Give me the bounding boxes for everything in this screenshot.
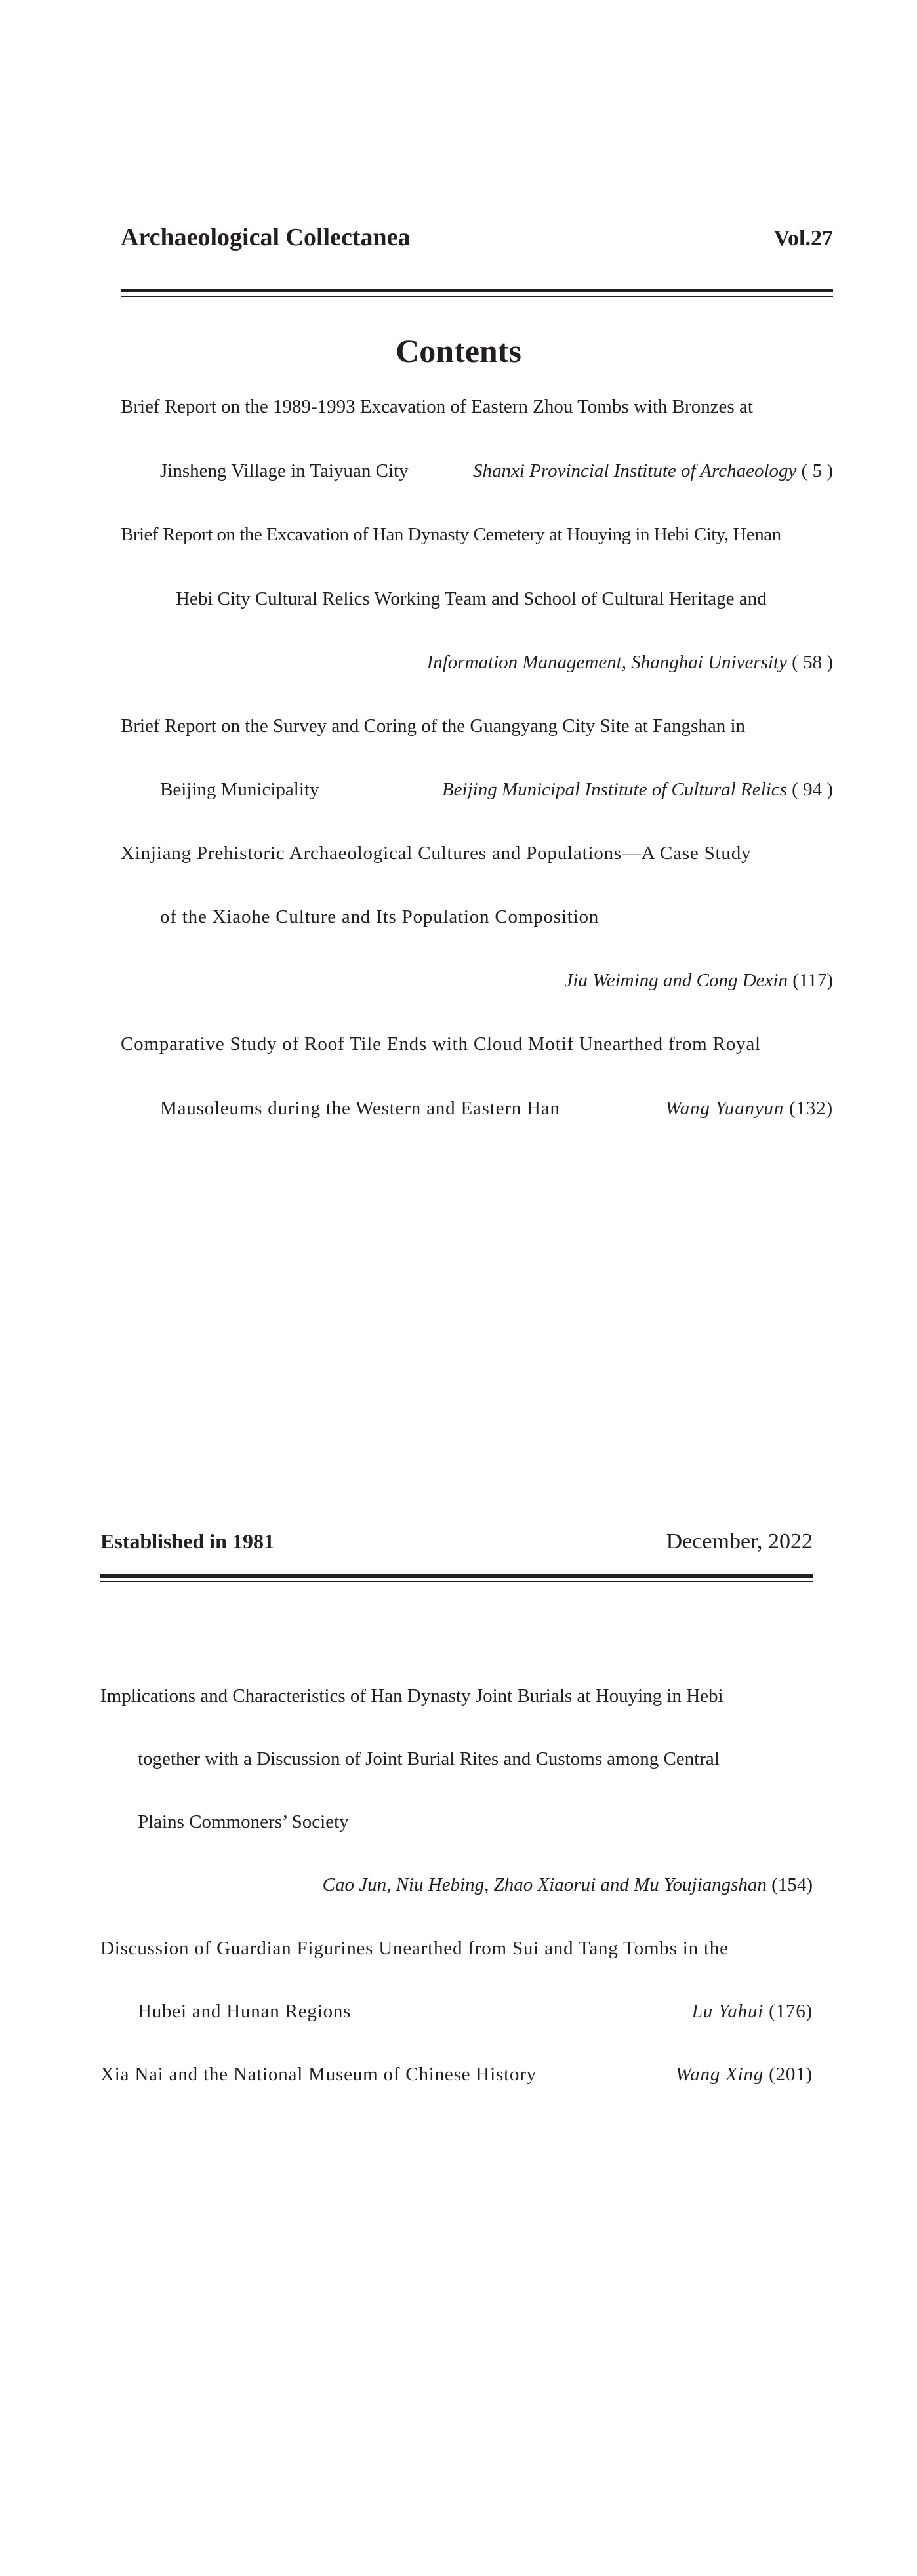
toc-entry-3-credit [442,776,833,803]
toc-entry-2-author-line-1: Hebi City Cultural Relics Working Team and School of Cultural Heritage and [176,588,767,609]
toc-entry-6-line-4 [100,1872,813,1898]
toc-entry-1-author: Shanxi Provincial Institute of Archaeology [472,460,797,481]
toc-entry-1-title-line-2: Jinsheng Village in Taiyuan City [160,460,409,481]
toc-entry-3-author: Beijing Municipal Institute of Cultural Relics [441,779,787,800]
toc-entry-6-page: (154) [771,1874,813,1895]
toc-entry-4-title-line-2: of the Xiaohe Culture and Its Population Composition [160,906,600,927]
toc-entry-3-title-line-1: Brief Report on the Survey and Coring of the Guangyang City Site at Fangshan in [121,715,746,736]
toc-entry-7-title-line-2: Hubei and Hunan Regions [138,2001,352,2022]
toc-entry-5-author: Wang Yuanyun [665,1098,785,1119]
toc-entry-8-page: (201) [769,2064,813,2085]
toc-entry-7-author: Lu Yahui [691,2001,764,2022]
toc-entry-8-line-1 [100,2061,813,2087]
toc-entry-5-line-2 [160,1095,833,1121]
toc-entry-2-page: ( 58 ) [792,652,833,673]
toc-entry-7-credit [692,1998,813,2024]
toc-entry-6-title-line-2: together with a Discussion of Joint Burial Rites and Customs among Central [138,1748,720,1769]
page-1-header [121,223,833,252]
toc-entry-8-author: Wang Xing [675,2064,764,2085]
toc-entry-4-page: (117) [792,970,833,991]
toc-entry-1-title-line-1: Brief Report on the 1989-1993 Excavation of Eastern Zhou Tombs with Bronzes at [121,396,753,417]
toc-entry-8-credit [676,2061,813,2087]
toc-entry-3-title-line-2: Beijing Municipality [160,779,319,800]
toc-entry-3-line-2 [160,776,833,803]
toc-entry-2-line-3 [121,649,833,675]
toc-entry-4-author: Jia Weiming and Cong Dexin [564,970,788,991]
issue-date: December, 2022 [666,1529,813,1554]
journal-title: Archaeological Collectanea [121,224,411,251]
toc-entry-4-line-3 [121,967,833,994]
page-2-header [100,1529,813,1554]
toc-entry-1-line-2 [160,458,833,484]
toc-entry-5-credit [665,1095,833,1121]
established-year: Established in 1981 [100,1529,274,1553]
toc-entry-3-page: ( 94 ) [792,779,833,800]
toc-entry-6-author: Cao Jun, Niu Hebing, Zhao Xiaorui and Mu Youjiangshan [322,1874,767,1895]
toc-entry-5-title-line-1: Comparative Study of Roof Tile Ends with Cloud Motif Unearthed from Royal [121,1034,761,1055]
toc-entry-7-page: (176) [769,2001,813,2022]
toc-entry-5-title-line-2: Mausoleums during the Western and Eastern Han [160,1098,560,1119]
toc-entry-5-page: (132) [789,1098,833,1119]
toc-entry-6-title-line-1: Implications and Characteristics of Han Dynasty Joint Burials at Houying in Hebi [100,1685,723,1706]
toc-entry-1-page: ( 5 ) [801,460,833,481]
toc-entry-1-credit [473,458,833,484]
toc-entry-4-title-line-1: Xinjiang Prehistoric Archaeological Cultures and Populations—A Case Study [121,843,752,864]
toc-entry-6-title-line-3: Plains Commoners’ Society [138,1811,349,1832]
toc-entry-7-line-2 [138,1998,813,2024]
toc-entry-7-title-line-1: Discussion of Guardian Figurines Unearthed from Sui and Tang Tombs in the [100,1938,729,1959]
toc-entry-2-title-line-1: Brief Report on the Excavation of Han Dynasty Cemetery at Houying in Hebi City, Henan [121,524,781,545]
volume-number: Vol.27 [773,226,833,251]
contents-heading: Contents [396,332,521,369]
toc-entry-8-title-line-1: Xia Nai and the National Museum of Chinese History [100,2064,537,2085]
toc-entry-2-author-line-2: Information Management, Shanghai University [426,652,787,673]
